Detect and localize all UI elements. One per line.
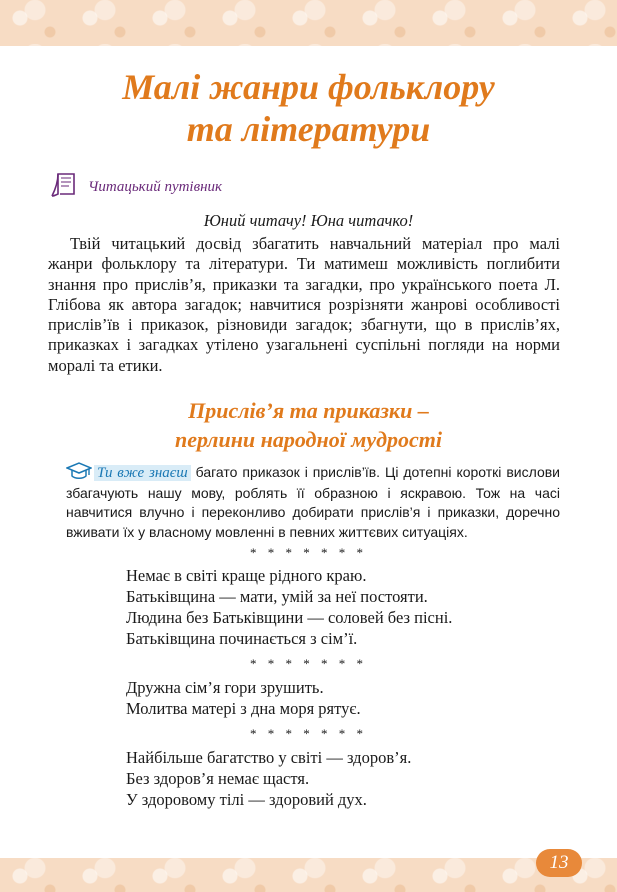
proverb: Найбільше багатство у світі — здоров’я. — [126, 748, 412, 767]
separator-2: * * * * * * * — [250, 656, 367, 671]
proverb: Без здоров’я немає щастя. — [126, 769, 310, 788]
decorative-top-border — [0, 0, 617, 46]
greeting: Юний читачу! Юна читачко! — [203, 211, 414, 230]
graduation-cap-icon — [66, 461, 92, 481]
separator-1: * * * * * * * — [250, 545, 367, 560]
proverb-group-1 — [126, 565, 452, 649]
already-know-paragraph — [66, 461, 560, 543]
proverb: Батьківщина — мати, умій за неї постояти. — [126, 587, 428, 606]
page-title — [0, 66, 617, 150]
proverb: Людина без Батьківщини — соловей без пісні. — [126, 608, 453, 627]
already-know-text: багато приказок і прислів’їв. Ці дотепні короткі вислови збагачують нашу мову, роблять її образною і яскравою. Тож на часі навчитися влучно і переконливо добирати прислів’я і приказки, доречно вживати їх у власному мовленні в певних життєвих ситуаціях. — [66, 464, 560, 541]
proverb: Батьківщина починається з сім’ї. — [126, 629, 358, 648]
book-icon — [48, 170, 78, 205]
separator-3: * * * * * * * — [250, 726, 367, 741]
page-title-line-1: Малі жанри фольклору — [122, 67, 495, 107]
section-heading-line-1: Прислів’я та приказки – — [188, 398, 429, 423]
proverb-group-2 — [126, 677, 361, 719]
proverb-group-3 — [126, 747, 411, 810]
already-know-tag: Ти вже знаєш — [94, 465, 191, 481]
page-title-line-2: та літератури — [186, 109, 431, 149]
section-heading-line-2: перлини народної мудрості — [175, 427, 442, 452]
readers-guide-header — [48, 172, 222, 202]
proverb: У здоровому тілі — здоровий дух. — [126, 790, 367, 809]
proverb: Немає в світі краще рідного краю. — [126, 566, 367, 585]
section-heading — [0, 396, 617, 454]
proverb: Молитва матері з дна моря рятує. — [126, 699, 361, 718]
decorative-bottom-border — [0, 858, 617, 892]
proverb: Дружна сім’я гори зрушить. — [126, 678, 324, 697]
readers-guide-label: Читацький путівник — [88, 178, 223, 195]
intro-paragraph: Твій читацький досвід збагатить навчальний матеріал про малі жанри фольклору та літератури. Ти матимеш можливість поглибити знання про прислів’я, приказки та загадки, про українського поета Л. Глібова як автора загадок; навчитися розрізняти жанрові особливості прислів’їв і приказок, різновиди загадок; збагнути, що в прислів’ях, приказках і загадках утілено узагальнені суспільні погляди на норми моралі та етики. — [48, 234, 560, 375]
page-number: 13 — [536, 849, 582, 877]
